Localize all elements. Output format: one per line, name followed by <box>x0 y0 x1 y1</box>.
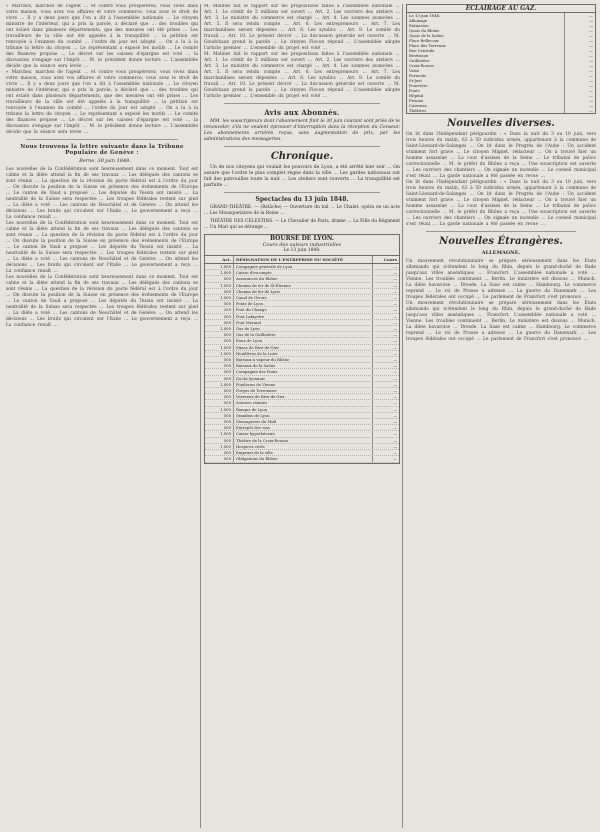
lighting-cell: Allumage <box>409 18 428 23</box>
bourse-cell: Obligations du Rhône <box>236 456 278 462</box>
bourse-cell: — <box>372 444 399 449</box>
lighting-cell: Place des Terreaux <box>409 43 446 48</box>
lighting-cell: — <box>564 103 595 108</box>
bourse-cell: — <box>372 283 399 288</box>
bourse-cell: 500 <box>205 338 234 343</box>
bourse-cell: — <box>372 363 399 368</box>
bourse-cell: 500 <box>205 376 234 381</box>
bourse-cell: Hospices civils <box>236 443 265 449</box>
bourse-cell: — <box>372 376 399 381</box>
lighting-cell: — <box>564 93 595 98</box>
notice-text: MM. les souscripteurs dont l'abonnement finit le 30 juin courant sont priés de le renouveler, s'ils ne veulent éprouver d'interruption dans la réception du Censeur. Les abonnements arriérés reçus, sans augmentation de prix, par les administrations des messageries. <box>204 119 400 142</box>
bourse-cell: 500 <box>205 357 234 362</box>
letter-dateline: Berne, 30 juin 1848. <box>79 158 131 164</box>
bourse-cell: 500 <box>205 413 234 418</box>
left-column <box>6 4 198 828</box>
lighting-cell: — <box>564 18 595 23</box>
lighting-title: ÉCLAIRAGE AU GAZ. <box>407 5 595 13</box>
bourse-cell: Entrepôt des vins <box>236 425 270 431</box>
bourse-cell: 250 <box>205 307 234 312</box>
bourse-header-cell: DÉSIGNATION DE L'ENTREPRISE OU SOCIÉTÉ <box>236 257 344 262</box>
foreign-text: Un mouvement révolutionnaire se prépare sérieusement dans les États allemands qui n'étendent le long du Rhin, depuis le grand-duché de Bade jusqu'aux villes anséatiques … Francfort. L'assemblée nationale a voté … Vienne. Les troubles continuent … Berlin. Le ministère est dissous … Munich. La diète bavaroise … Dresde. La Saxe est calme … Hambourg. Le commerce reprend … Le roi de Prusse a adressé … La guerre du Danemark … Les troupes fédérales ont occupé … Le parlement de Francfort s'est prononcé … <box>406 259 596 300</box>
bourse-cell: Compagnie des Ponts <box>236 369 278 375</box>
bourse-cell: — <box>372 438 399 443</box>
bourse-cell: Bateaux de la Saône <box>236 363 276 369</box>
show-celestins: THÉÂTRE DES CÉLESTINS. — Le Chevalier de Paris, drame … La Fille du Régiment … Un Mari qui se dérange … <box>204 219 400 230</box>
divider <box>224 103 380 104</box>
lighting-cell: — <box>564 88 595 93</box>
bourse-cell: Canal de Givors <box>236 295 267 301</box>
bourse-title: BOURSE DE LYON. <box>269 235 335 242</box>
lighting-cell: Ponts <box>409 88 420 93</box>
bourse-cell: 500 <box>205 400 234 405</box>
lighting-cell: Brotteaux <box>409 53 429 58</box>
bourse-cell: — <box>372 289 399 294</box>
bourse-cell: — <box>372 314 399 319</box>
bourse-cell: — <box>372 419 399 424</box>
bourse-cell: Ponts de Lyon <box>236 301 264 307</box>
bourse-cell: — <box>372 326 399 331</box>
bourse-cell: Emprunt de la ville <box>236 450 273 456</box>
bourse-cell: — <box>372 264 399 269</box>
bourse-cell: 500 <box>205 314 234 319</box>
letter-text: Les nouvelles de la Confédération sont heureusement dans ce moment. Tout est calme et la diète attend la fin de ses travaux … Les délégués des cantons se sont réunis … La question de la révision du pacte fédéral est à l'ordre du jour … On discute la position de la Suisse en présence des événements de l'Europe … Le canton de Vaud a proposé … Les députés du Tessin ont insisté … La neutralité de la Suisse sera respectée … Les troupes fédérales restent sur pied … La diète a voté … Les cantons de Neuchâtel et de Genève … On attend les décisions … Les bruits qui circulent sur l'Italie … Le gouvernement a reçu … La confiance renaît … <box>6 167 198 220</box>
bourse-cell: 500 <box>205 388 234 393</box>
bourse-cell: Docks lyonnais <box>236 375 265 381</box>
lighting-cell: — <box>564 13 595 18</box>
lighting-cell: — <box>564 28 595 33</box>
bourse-cell: 500 <box>205 289 234 294</box>
bourse-cell: 500 <box>205 363 234 368</box>
lighting-cell: — <box>564 43 595 48</box>
bourse-cell: 500 <box>205 369 234 374</box>
bourse-table <box>204 234 400 464</box>
bourse-cell: Bateaux à vapeur du Rhône <box>236 357 290 363</box>
right-column <box>406 4 596 828</box>
bourse-cell: Soieries réunies <box>236 400 268 406</box>
bourse-cell: — <box>372 413 399 418</box>
foreign-subtitle: ALLEMAGNE. <box>481 250 521 256</box>
bourse-cell: 500 <box>205 394 234 399</box>
bourse-cell: — <box>372 345 399 350</box>
news-text: On lit dans l'Indépendant périgourdin : « Dans la nuit du 3 au 10 juin, vers trois heures du matin, 63 à 50 individus armés, appartenant à la commune de Saint-Léonard-de-Sulanges … On lit dans le Progrès de l'Aube : Un accident vraiment fort grave … Le citoyen Mignet, rédacteur … On a trouvé hier un homme assassiné … La cour d'assises de la Seine … Le tribunal de police correctionnelle … M. le préfet du Rhône a reçu … Une souscription est ouverte … Les ouvriers des chantiers … On signale un incendie … Le conseil municipal s'est réuni … La garde nationale a été passée en revue … <box>406 132 596 179</box>
bourse-cell: — <box>372 276 399 281</box>
bourse-cell: Compagnie générale de Lyon <box>236 264 293 269</box>
bourse-cell: 1,000 <box>205 264 234 269</box>
bourse-cell: — <box>372 332 399 337</box>
bourse-cell: — <box>372 351 399 356</box>
bourse-cell: 1,000 <box>205 382 234 387</box>
bourse-cell: 1,000 <box>205 326 234 331</box>
bourse-cell: Verreries de Rive-de-Gier <box>236 394 285 400</box>
lighting-cell: — <box>564 78 595 83</box>
lighting-cell: — <box>564 68 595 73</box>
lighting-cell: Fourvière <box>409 83 428 88</box>
lighting-cell: Rue Centrale <box>409 48 435 53</box>
bourse-cell: — <box>372 450 399 455</box>
bourse-cell: — <box>372 338 399 343</box>
bourse-cell: — <box>372 425 399 430</box>
bourse-subtitle: Cours des valeurs industrielles <box>262 242 342 248</box>
bourse-cell: 1,000 <box>205 351 234 356</box>
column-rule <box>200 4 201 828</box>
bourse-cell: Pont Lafayette <box>236 313 265 319</box>
bourse-cell: — <box>372 407 399 412</box>
bourse-cell: — <box>372 295 399 300</box>
lighting-cell: — <box>564 73 595 78</box>
bourse-cell: 500 <box>205 276 234 281</box>
lighting-cell: Quais du Rhône <box>409 28 440 33</box>
bourse-cell: 500 <box>205 419 234 424</box>
bourse-cell: — <box>372 456 399 461</box>
lighting-rows <box>407 13 595 113</box>
lighting-cell: Le 13 juin 1848. <box>409 13 441 18</box>
decree-text: M. Molinet fait le rapport sur les propositions faites à l'assemblée nationale … Art. 1. Le crédit de 5 millions est ouvert … Art. 2. Les ouvriers des ateliers … Art. 3. Le ministre du commerce est chargé … Art. 4. Les sommes avancées … Art. 5. Il sera rendu compte … Art. 6. Les entrepreneurs … Art. 7. Les marchandises seront déposées … Art. 8. Les syndics … Art. 9. Le comité du travail … Art. 10. Le présent décret … La discussion générale est ouverte … M. Goudchaux prend la parole … Le citoyen Flocon répond … L'assemblée adopte l'article premier … L'ensemble du projet est voté … <box>204 4 400 51</box>
bourse-cell: Gaz de Lyon <box>236 326 260 332</box>
chronicle-title: Chronique. <box>270 151 334 162</box>
bourse-cell: — <box>372 400 399 405</box>
lighting-cell: Extinction <box>409 23 429 28</box>
bourse-cell: Banque de Lyon <box>236 406 268 412</box>
lighting-cell: — <box>564 98 595 103</box>
bourse-date: Le 13 juin 1848. <box>283 248 321 253</box>
bourse-header-cell: Cours <box>372 256 399 263</box>
bourse-cell: Houillères de la Loire <box>236 350 278 356</box>
lighting-cell: — <box>564 53 595 58</box>
bourse-cell: Forges de Terrenoire <box>236 388 277 394</box>
bourse-cell: 1,000 <box>205 345 234 350</box>
bourse-cell: — <box>372 369 399 374</box>
lighting-cell: Croix-Rousse <box>409 63 435 68</box>
bourse-cell: Caisse d'escompte <box>236 270 272 276</box>
bourse-cell: Mines de Rive-de-Gier <box>236 344 279 350</box>
foreign-title: Nouvelles Étrangères. <box>439 236 563 247</box>
lighting-row <box>407 108 595 113</box>
bourse-cell: Assurances du Rhône <box>236 276 278 282</box>
bourse-cell: Caisse hypothécaire <box>236 431 275 437</box>
bourse-cell: 1,000 <box>205 283 234 288</box>
news-title: Nouvelles diverses. <box>447 118 555 129</box>
left-article-text: « Marchez, marchez de l'agent … et contre vous prospérerez, vous vivez dans votre maison, vous avez vos affaires et votre commerce, vous avez le droit de vivre … Il y a deux jours que l'on a dit à l'assemblée nationale … Le citoyen ministre de l'intérieur, qui a pris la parole, a déclaré que … des troubles qui ont éclaté dans plusieurs départements, que des mesures ont été prises … Les travailleurs de la ville ont été appelés à la tranquillité … la pétition est renvoyée à l'examen du comité … l'ordre du jour est adopté … On a lu à la tribune la lettre du citoyen … Le représentant a exposé les motifs … Le comité des finances propose … Le décret sur les caisses d'épargne est voté … la discussion s'engage sur l'impôt … M. le président donne lecture … L'assemblée décide que la séance sera levée … <box>6 4 198 69</box>
bourse-cell: Eaux de Lyon <box>236 338 263 344</box>
lighting-cell: — <box>564 33 595 38</box>
lighting-cell: Prisons <box>409 98 424 103</box>
lighting-cell: Casernes <box>409 103 427 108</box>
bourse-header-row <box>205 255 399 264</box>
lighting-cell: Guillotière <box>409 58 430 63</box>
lighting-cell: Hôpital <box>409 93 424 98</box>
bourse-cell: Fonderies de Vienne <box>236 381 276 387</box>
bourse-cell: — <box>372 320 399 325</box>
lighting-cell: — <box>564 83 595 88</box>
bourse-cell: Pont Morand <box>236 319 261 325</box>
bourse-cell: Messageries du Midi <box>236 419 277 425</box>
bourse-cell: — <box>372 382 399 387</box>
bourse-cell: — <box>372 270 399 275</box>
column-rule <box>402 4 403 828</box>
show-grand-theatre: GRAND-THÉÂTRE. — (Relâche) — Ouverture du bal … Le Chalet, opéra en un acte … Les Mousquetaires de la Reine … <box>204 205 400 216</box>
decree-text-cont: M. Molinet fait le rapport sur les propositions faites à l'assemblée nationale … Art. 1. Le crédit de 5 millions est ouvert … Art. 2. Les ouvriers des ateliers … Art. 3. Le ministre du commerce est chargé … Art. 4. Les sommes avancées … Art. 5. Il sera rendu compte … Art. 6. Les entrepreneurs … Art. 7. Les marchandises seront déposées … Art. 8. Les syndics … Art. 9. Le comité du travail … Art. 10. Le présent décret … La discussion générale est ouverte … M. Goudchaux prend la parole … Le citoyen Flocon répond … L'assemblée adopte l'article premier … L'ensemble du projet est voté … <box>204 52 400 99</box>
bourse-cell: Chemin de fer de Lyon <box>236 288 280 294</box>
bourse-cell: Omnibus de Lyon <box>236 412 270 418</box>
bourse-cell: — <box>372 301 399 306</box>
bourse-cell: 500 <box>205 450 234 455</box>
news-text-cont: On lit dans l'Indépendant périgourdin : « Dans la nuit du 3 au 10 juin, vers trois heures du matin, 63 à 50 individus armés, appartenant à la commune de Saint-Léonard-de-Sulanges … On lit dans le Progrès de l'Aube : Un accident vraiment fort grave … Le citoyen Mignet, rédacteur … On a trouvé hier un homme assassiné … La cour d'assises de la Seine … Le tribunal de police correctionnelle … M. le préfet du Rhône a reçu … Une souscription est ouverte … Les ouvriers des chantiers … On signale un incendie … Le conseil municipal s'est réuni … La garde nationale a été passée en revue … <box>406 180 596 227</box>
lighting-cell: — <box>564 48 595 53</box>
bourse-cell: 500 <box>205 456 234 461</box>
bourse-header-cell: Act. <box>205 256 234 263</box>
bourse-cell: 500 <box>205 301 234 306</box>
bourse-cell: 1,000 <box>205 295 234 300</box>
bourse-cell: — <box>372 388 399 393</box>
lighting-cell: Vaise <box>409 68 420 73</box>
middle-column <box>204 4 400 828</box>
bourse-cell: Gaz de la Guillotière <box>236 332 276 338</box>
shows-title: Spectacles du 13 juin 1848. <box>255 196 349 203</box>
bourse-cell: 500 <box>205 438 234 443</box>
bourse-cell: — <box>372 357 399 362</box>
bourse-row <box>205 456 399 462</box>
bourse-cell: 500 <box>205 320 234 325</box>
letter-text-cont: Les nouvelles de la Confédération sont heureusement dans ce moment. Tout est calme et la diète attend la fin de ses travaux … Les délégués des cantons se sont réunis … La question de la révision du pacte fédéral est à l'ordre du jour … On discute la position de la Suisse en présence des événements de l'Europe … Le canton de Vaud a proposé … Les députés du Tessin ont insisté … La neutralité de la Suisse sera respectée … Les troupes fédérales restent sur pied … La diète a voté … Les cantons de Neuchâtel et de Genève … On attend les décisions … Les bruits qui circulent sur l'Italie … Le gouvernement a reçu … La confiance renaît … <box>6 221 198 274</box>
letter-title: Nous trouvons la lettre suivante dans la Tribune Populaire de Genève : <box>20 144 184 156</box>
bourse-cell: Pont du Change <box>236 307 267 313</box>
letter-text-cont-2: Les nouvelles de la Confédération sont heureusement dans ce moment. Tout est calme et la diète attend la fin de ses travaux … Les délégués des cantons se sont réunis … La question de la révision du pacte fédéral est à l'ordre du jour … On discute la position de la Suisse en présence des événements de l'Europe … Le canton de Vaud a proposé … Les députés du Tessin ont insisté … La neutralité de la Suisse sera respectée … Les troupes fédérales restent sur pied … La diète a voté … Les cantons de Neuchâtel et de Genève … On attend les décisions … Les bruits qui circulent sur l'Italie … Le gouvernement a reçu … La confiance renaît … <box>6 275 198 328</box>
bourse-cell: — <box>372 431 399 436</box>
lighting-cell: Place Bellecour <box>409 38 439 43</box>
bourse-cell: 500 <box>205 332 234 337</box>
bourse-cell: 1,000 <box>205 431 234 436</box>
lighting-cell: — <box>564 108 595 113</box>
lighting-cell: — <box>564 23 595 28</box>
lighting-cell: — <box>564 63 595 68</box>
lighting-cell: Quais de la Saône <box>409 33 444 38</box>
chronicle-text: Un de nos citoyens qui voulait les pouvoirs de Lyon, a été arrêté hier soir … On assure que l'ordre le plus complet règne dans la ville … Les gardes nationaux ont fait des patrouilles toute la nuit … Les ateliers sont rouverts … La tranquillité est parfaite … <box>204 165 400 188</box>
divider <box>426 231 576 232</box>
lighting-cell: — <box>564 38 595 43</box>
bourse-cell: Chemin de fer de St-Étienne <box>236 282 291 288</box>
foreign-text-cont: Un mouvement révolutionnaire se prépare sérieusement dans les États allemands qui n'étendent le long du Rhin, depuis le grand-duché de Bade jusqu'aux villes anséatiques … Francfort. L'assemblée nationale a voté … Vienne. Les troubles continuent … Berlin. Le ministère est dissous … Munich. La diète bavaroise … Dresde. La Saxe est calme … Hambourg. Le commerce reprend … Le roi de Prusse a adressé … La guerre du Danemark … Les troupes fédérales ont occupé … Le parlement de Francfort s'est prononcé … <box>406 301 596 342</box>
lighting-cell: Théâtres <box>409 108 427 113</box>
bourse-cell: 1,000 <box>205 270 234 275</box>
bourse-cell: 1,000 <box>205 407 234 412</box>
bourse-cell: 500 <box>205 425 234 430</box>
bourse-cell: Théâtre de la Croix-Rousse <box>236 437 289 443</box>
bourse-cell: — <box>372 394 399 399</box>
lighting-cell: Perrache <box>409 73 427 78</box>
left-article-text-cont: « Marchez, marchez de l'agent … et contre vous prospérerez, vous vivez dans votre maison, vous avez vos affaires et votre commerce, vous avez le droit de vivre … Il y a deux jours que l'on a dit à l'assemblée nationale … Le citoyen ministre de l'intérieur, qui a pris la parole, a déclaré que … des troubles qui ont éclaté dans plusieurs départements, que des mesures ont été prises … Les travailleurs de la ville ont été appelés à la tranquillité … la pétition est renvoyée à l'examen du comité … l'ordre du jour est adopté … On a lu à la tribune la lettre du citoyen … Le représentant a exposé les motifs … Le comité des finances propose … Le décret sur les caisses d'épargne est voté … la discussion s'engage sur l'impôt … M. le président donne lecture … L'assemblée décide que la séance sera levée … <box>6 70 198 135</box>
lighting-table <box>406 4 596 114</box>
bourse-cell: 1,000 <box>205 444 234 449</box>
bourse-cell: — <box>372 307 399 312</box>
divider <box>224 146 380 147</box>
lighting-cell: St-Just <box>409 78 422 83</box>
divider <box>26 139 178 140</box>
divider <box>224 192 380 193</box>
lighting-cell: — <box>564 58 595 63</box>
notice-title: Avis aux Abonnés. <box>264 108 340 117</box>
bourse-rows <box>205 264 399 463</box>
